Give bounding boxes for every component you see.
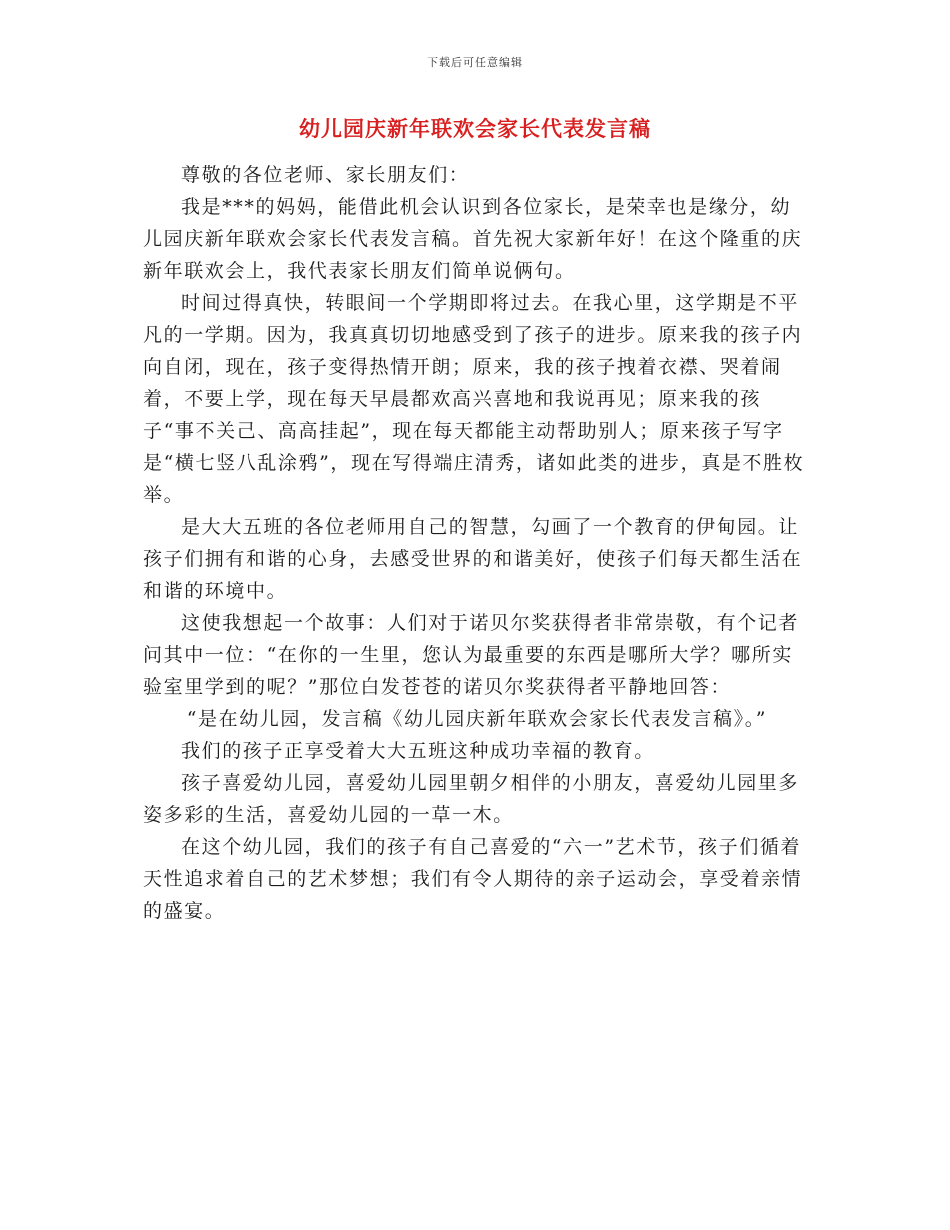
paragraph: 这使我想起一个故事：人们对于诺贝尔奖获得者非常崇敬，有个记者问其中一位：“在你的一生里，您认为最重要的东西是哪所大学？哪所实验室里学到的呢？”那位白发苍苍的诺贝尔奖获得者平静地回答： bbox=[143, 612, 800, 698]
document-body bbox=[143, 159, 811, 927]
paragraph: 时间过得真快，转眼间一个学期即将过去。在我心里，这学期是不平凡的一学期。因为，我真真切切地感受到了孩子的进步。原来我的孩子内向自闭，现在，孩子变得热情开朗；原来，我的孩子拽着衣襟、哭着闹着，不要上学，现在每天早晨都欢高兴喜地和我说再见；原来我的孩子“事不关己、高高挂起”，现在每天都能主动帮助别人；原来孩子写字是“横七竖八乱涂鸦”，现在写得端庄清秀，诸如此类的进步，真是不胜枚举。 bbox=[143, 292, 805, 506]
document-title: 幼儿园庆新年联欢会家长代表发言稿 bbox=[299, 117, 651, 141]
paragraph: 我们的孩子正享受着大大五班这种成功幸福的教育。 bbox=[181, 740, 655, 762]
paragraph: 是大大五班的各位老师用自己的智慧，勾画了一个教育的伊甸园。让孩子们拥有和谐的心身，去感受世界的和谐美好，使孩子们每天都生活在和谐的环境中。 bbox=[143, 516, 803, 602]
header-note: 下载后可任意编辑 bbox=[427, 56, 523, 69]
paragraph-greeting: 尊敬的各位老师、家长朋友们： bbox=[181, 164, 470, 186]
paragraph: 我是***的妈妈，能借此机会认识到各位家长，是荣幸也是缘分，幼儿园庆新年联欢会家长代表发言稿。首先祝大家新年好！在这个隆重的庆新年联欢会上，我代表家长朋友们简单说俩句。 bbox=[143, 196, 803, 282]
paragraph: 孩子喜爱幼儿园，喜爱幼儿园里朝夕相伴的小朋友，喜爱幼儿园里多姿多彩的生活，喜爱幼儿园的一草一木。 bbox=[143, 772, 800, 826]
paragraph: 在这个幼儿园，我们的孩子有自己喜爱的“六一”艺术节，孩子们循着天性追求着自己的艺术梦想；我们有令人期待的亲子运动会，享受着亲情的盛宴。 bbox=[143, 836, 803, 922]
paragraph-quote: “是在幼儿园，发言稿《幼儿园庆新年联欢会家长代表发言稿》。” bbox=[186, 708, 768, 730]
